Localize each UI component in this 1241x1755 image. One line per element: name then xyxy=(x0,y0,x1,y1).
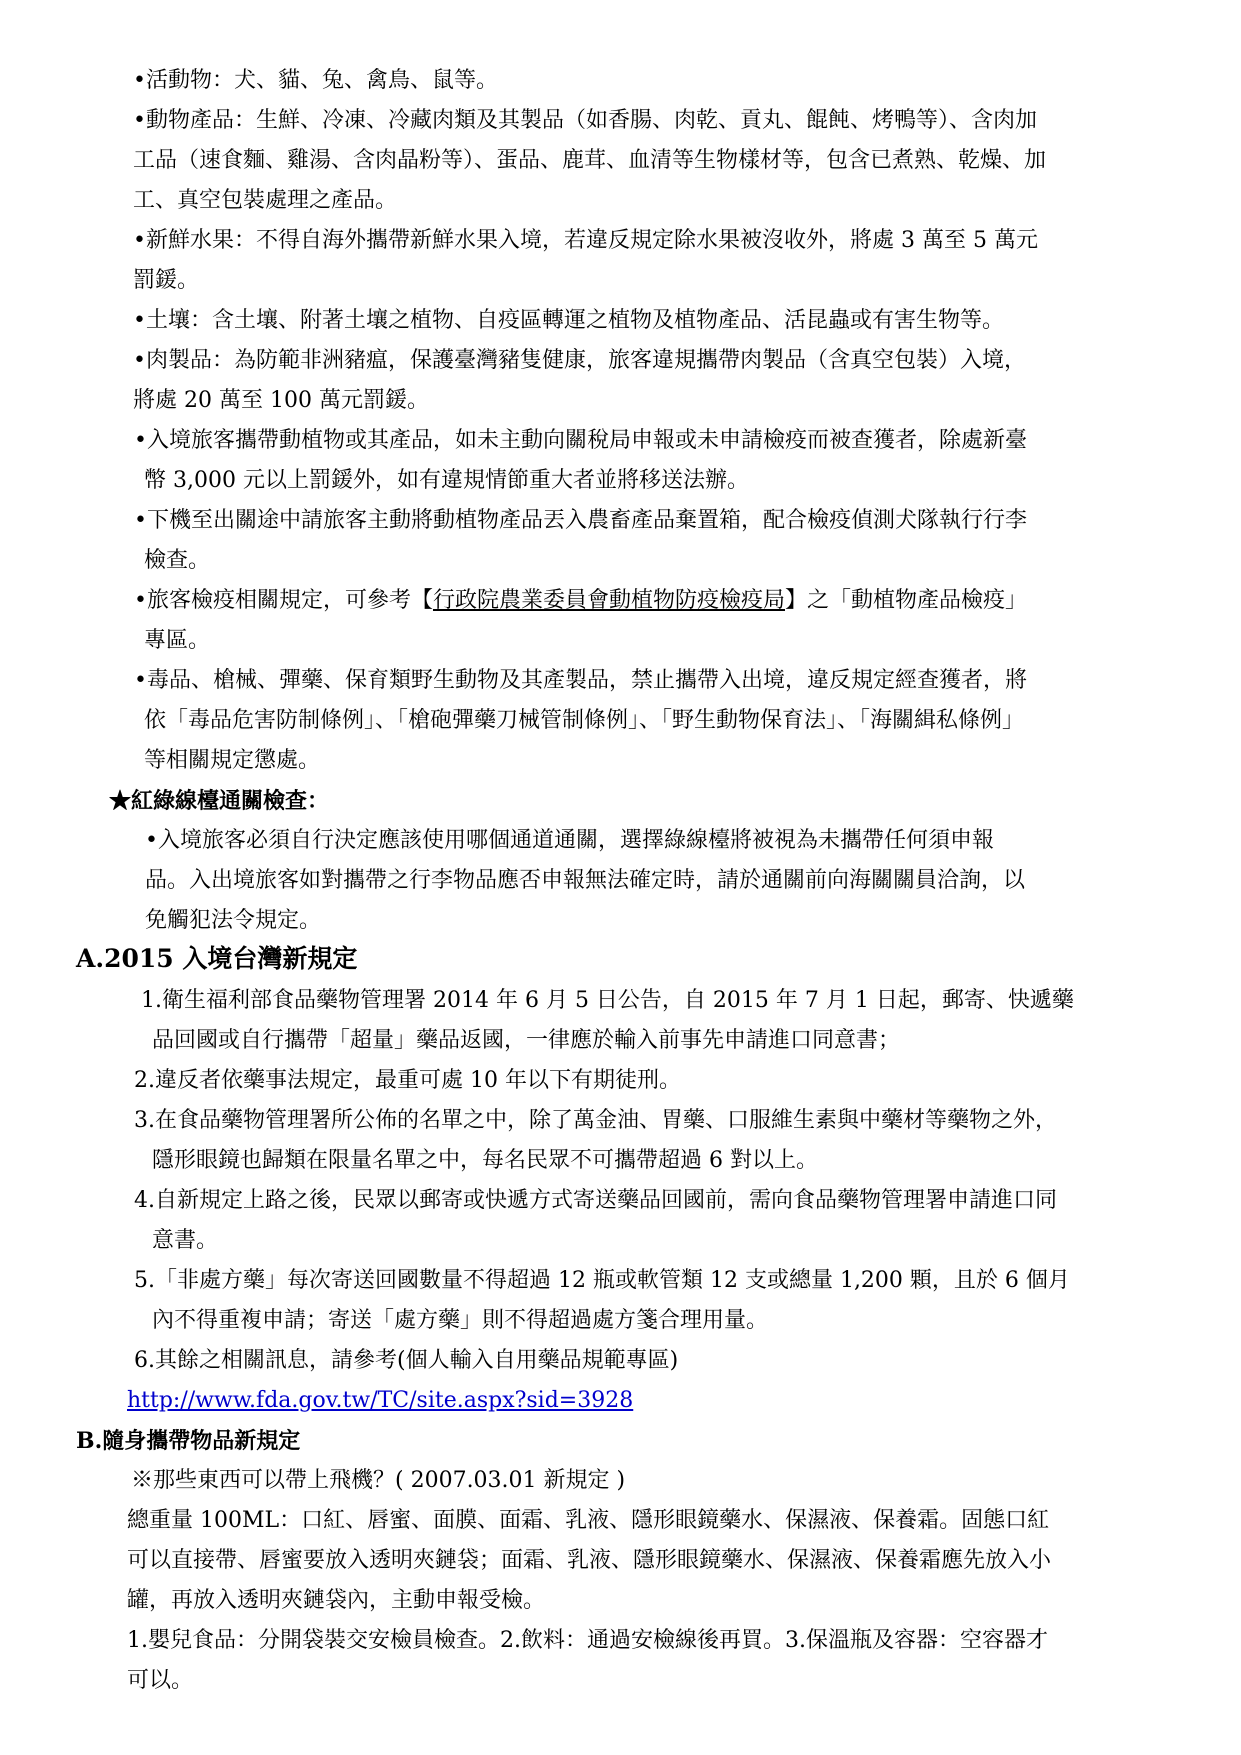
bullet-fresh-fruit: •新鮮水果：不得自海外攜帶新鮮水果入境，若違反規定除水果被沒收外，將處 3 萬至 5 萬元 xyxy=(133,228,1038,253)
bullet-disposal-box-cont: 檢查。 xyxy=(144,548,211,573)
section-b-question: ※那些東西可以帶上飛機？( 2007.03.01 新規定 ) xyxy=(131,1468,626,1493)
section-a-item-1: 1.衛生福利部食品藥物管理署 2014 年 6 月 5 日公告，自 2015 年 7 月 1 日起，郵寄、快遞藥 xyxy=(141,988,1074,1013)
fda-link[interactable]: http://www.fda.gov.tw/TC/site.aspx?sid=3928 xyxy=(127,1388,634,1413)
bullet-drugs-weapons-cont: 等相關規定懲處。 xyxy=(144,748,321,773)
bullet-declaration: •入境旅客攜帶動植物或其產品，如未主動向關稅局申報或未申請檢疫而被查獲者，除處新臺 xyxy=(134,428,1027,453)
bullet-meat-products-cont: 將處 20 萬至 100 萬元罰鍰。 xyxy=(133,388,429,413)
section-b-liquids-cont: 可以直接帶、唇蜜要放入透明夾鏈袋；面霜、乳液、隱形眼鏡藥水、保濕液、保養霜應先放入小 xyxy=(127,1548,1052,1573)
bullet-quarantine-rules xyxy=(134,586,1027,616)
section-a-item-4-cont: 意書。 xyxy=(152,1228,219,1253)
green-lane-note: •入境旅客必須自行決定應該使用哪個通道通關，選擇綠線檯將被視為未攜帶任何須申報 xyxy=(145,828,994,853)
section-a-item-5-cont: 內不得重複申請；寄送「處方藥」則不得超過處方箋合理用量。 xyxy=(152,1308,769,1333)
section-b-title: B.隨身攜帶物品新規定 xyxy=(76,1428,301,1454)
section-a-title: A.2015 入境台灣新規定 xyxy=(76,944,358,973)
section-a-item-2: 2.違反者依藥事法規定，最重可處 10 年以下有期徒刑。 xyxy=(134,1068,681,1093)
quarantine-agency-link[interactable]: 行政院農業委員會動植物防疫檢疫局 xyxy=(432,588,785,613)
green-lane-note-cont: 免觸犯法令規定。 xyxy=(145,908,322,933)
bullet-meat-products: •肉製品：為防範非洲豬瘟，保護臺灣豬隻健康，旅客違規攜帶肉製品（含真空包裝）入境， xyxy=(133,348,1026,373)
section-a-item-3: 3.在食品藥物管理署所公佈的名單之中，除了萬金油、胃藥、口服維生素與中藥材等藥物之外， xyxy=(134,1108,1057,1133)
quarantine-suffix: 】之「動植物產品檢疫」 xyxy=(785,588,1028,613)
bullet-disposal-box: •下機至出關途中請旅客主動將動植物產品丟入農畜產品棄置箱，配合檢疫偵測犬隊執行行李 xyxy=(134,508,1027,533)
bullet-drugs-weapons: •毒品、槍械、彈藥、保育類野生動物及其產製品，禁止攜帶入出境，違反規定經查獲者，將 xyxy=(134,668,1027,693)
bullet-live-animals: •活動物：犬、貓、兔、禽鳥、鼠等。 xyxy=(133,68,498,93)
section-a-item-5: 5.「非處方藥」每次寄送回國數量不得超過 12 瓶或軟管類 12 支或總量 1,200 顆，且於 6 個月 xyxy=(134,1268,1070,1293)
section-b-liquids-cont: 罐，再放入透明夾鏈袋內，主動申報受檢。 xyxy=(127,1588,546,1613)
bullet-animal-products-cont: 工品（速食麵、雞湯、含肉晶粉等）、蛋品、鹿茸、血清等生物樣材等，包含已煮熟、乾燥、加 xyxy=(133,148,1047,173)
green-lane-note-cont: 品。入出境旅客如對攜帶之行李物品應否申報無法確定時，請於通關前向海關關員洽詢，以 xyxy=(145,868,1026,893)
bullet-animal-products: •動物產品：生鮮、冷凍、冷藏肉類及其製品（如香腸、肉乾、貢丸、餛飩、烤鴨等）、含肉加 xyxy=(133,108,1037,133)
bullet-quarantine-rules-cont: 專區。 xyxy=(144,628,211,653)
section-b-items-cont: 可以。 xyxy=(127,1668,194,1693)
bullet-fresh-fruit-cont: 罰鍰。 xyxy=(133,268,200,293)
bullet-drugs-weapons-cont: 依「毒品危害防制條例」、「槍砲彈藥刀械管制條例」、「野生動物保育法」、「海關緝私條例」 xyxy=(144,708,1025,733)
section-a-item-3-cont: 隱形眼鏡也歸類在限量名單之中，每名民眾不可攜帶超過 6 對以上。 xyxy=(152,1148,818,1173)
red-green-lane-heading: ★紅綠線檯通關檢查： xyxy=(109,788,330,814)
bullet-animal-products-cont: 工、真空包裝處理之產品。 xyxy=(133,188,398,213)
section-b-items: 1.嬰兒食品：分開袋裝交安檢員檢查。2.飲料：通過安檢線後再買。3.保溫瓶及容器：空容器才 xyxy=(127,1628,1048,1653)
bullet-soil: •土壤：含土壤、附著土壤之植物、自疫區轉運之植物及植物產品、活昆蟲或有害生物等。 xyxy=(133,308,1004,333)
section-b-liquids: 總重量 100ML：口紅、唇蜜、面膜、面霜、乳液、隱形眼鏡藥水、保濕液、保養霜。固態口紅 xyxy=(127,1508,1050,1533)
quarantine-prefix: •旅客檢疫相關規定，可參考【 xyxy=(134,588,433,613)
section-a-item-4: 4.自新規定上路之後，民眾以郵寄或快遞方式寄送藥品回國前，需向食品藥物管理署申請進口同 xyxy=(134,1188,1057,1213)
bullet-declaration-cont: 幣 3,000 元以上罰鍰外，如有違規情節重大者並將移送法辦。 xyxy=(144,468,749,493)
section-a-item-1-cont: 品回國或自行攜帶「超量」藥品返國，一律應於輸入前事先申請進口同意書； xyxy=(152,1028,901,1053)
section-a-item-6: 6.其餘之相關訊息，請參考(個人輸入自用藥品規範專區) xyxy=(134,1348,679,1373)
